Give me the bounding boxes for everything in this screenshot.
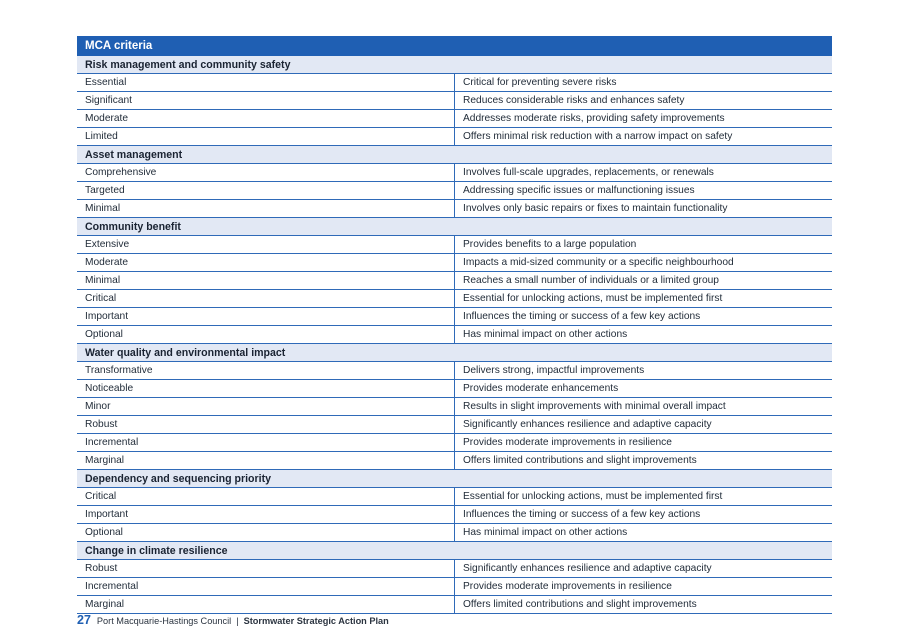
criteria-level: Marginal (77, 596, 455, 614)
criteria-level: Significant (77, 92, 455, 110)
footer-separator: | (236, 616, 239, 626)
table-row (77, 398, 832, 416)
criteria-level: Critical (77, 290, 455, 308)
criteria-level: Optional (77, 524, 455, 542)
table-row (77, 452, 832, 470)
criteria-description: Significantly enhances resilience and adaptive capacity (455, 560, 833, 578)
table-body (77, 56, 832, 614)
criteria-level: Robust (77, 416, 455, 434)
document-title: Stormwater Strategic Action Plan (243, 616, 389, 626)
table-row (77, 578, 832, 596)
criteria-description: Has minimal impact on other actions (455, 524, 833, 542)
table-row (77, 92, 832, 110)
criteria-description: Influences the timing or success of a few key actions (455, 506, 833, 524)
criteria-description: Provides benefits to a large population (455, 236, 833, 254)
criteria-description: Essential for unlocking actions, must be implemented first (455, 290, 833, 308)
table-row (77, 560, 832, 578)
criteria-level: Marginal (77, 452, 455, 470)
section-title: Water quality and environmental impact (77, 344, 832, 362)
criteria-description: Provides moderate improvements in resilience (455, 434, 833, 452)
table-row (77, 74, 832, 92)
table-row (77, 380, 832, 398)
criteria-description: Essential for unlocking actions, must be implemented first (455, 488, 833, 506)
table-row (77, 362, 832, 380)
table-row (77, 596, 832, 614)
criteria-description: Reaches a small number of individuals or a limited group (455, 272, 833, 290)
table-row (77, 416, 832, 434)
table-row (77, 200, 832, 218)
table-row (77, 434, 832, 452)
section-header-row (77, 344, 832, 362)
criteria-description: Involves only basic repairs or fixes to maintain functionality (455, 200, 833, 218)
criteria-level: Critical (77, 488, 455, 506)
criteria-description: Critical for preventing severe risks (455, 74, 833, 92)
criteria-level: Extensive (77, 236, 455, 254)
section-header-row (77, 146, 832, 164)
section-title: Community benefit (77, 218, 832, 236)
section-title: Asset management (77, 146, 832, 164)
section-header-row (77, 470, 832, 488)
table-row (77, 182, 832, 200)
section-header-row (77, 56, 832, 74)
criteria-description: Delivers strong, impactful improvements (455, 362, 833, 380)
table-row (77, 236, 832, 254)
criteria-description: Provides moderate improvements in resilience (455, 578, 833, 596)
table-row (77, 128, 832, 146)
mca-criteria-table (77, 36, 832, 614)
table-row (77, 254, 832, 272)
table-header: MCA criteria (77, 36, 832, 56)
criteria-level: Transformative (77, 362, 455, 380)
table-row (77, 164, 832, 182)
criteria-description: Reduces considerable risks and enhances safety (455, 92, 833, 110)
criteria-level: Moderate (77, 110, 455, 128)
criteria-description: Influences the timing or success of a few key actions (455, 308, 833, 326)
criteria-description: Addresses moderate risks, providing safety improvements (455, 110, 833, 128)
criteria-description: Impacts a mid-sized community or a specific neighbourhood (455, 254, 833, 272)
criteria-level: Moderate (77, 254, 455, 272)
criteria-level: Robust (77, 560, 455, 578)
section-header-row (77, 542, 832, 560)
criteria-description: Involves full-scale upgrades, replacements, or renewals (455, 164, 833, 182)
table-row (77, 290, 832, 308)
section-title: Change in climate resilience (77, 542, 832, 560)
table-row (77, 524, 832, 542)
criteria-level: Important (77, 308, 455, 326)
section-header-row (77, 218, 832, 236)
criteria-level: Essential (77, 74, 455, 92)
criteria-level: Minor (77, 398, 455, 416)
table-row (77, 326, 832, 344)
organisation-name: Port Macquarie-Hastings Council (96, 616, 232, 626)
criteria-level: Important (77, 506, 455, 524)
criteria-description: Provides moderate enhancements (455, 380, 833, 398)
criteria-description: Has minimal impact on other actions (455, 326, 833, 344)
criteria-level: Noticeable (77, 380, 455, 398)
criteria-level: Incremental (77, 578, 455, 596)
criteria-description: Significantly enhances resilience and adaptive capacity (455, 416, 833, 434)
criteria-level: Incremental (77, 434, 455, 452)
page-number: 27 (77, 613, 91, 627)
criteria-level: Optional (77, 326, 455, 344)
table-header-row (77, 36, 832, 56)
criteria-description: Offers limited contributions and slight improvements (455, 596, 833, 614)
table-row (77, 272, 832, 290)
criteria-level: Comprehensive (77, 164, 455, 182)
criteria-level: Minimal (77, 272, 455, 290)
criteria-level: Minimal (77, 200, 455, 218)
page-footer (77, 613, 389, 627)
table-row (77, 488, 832, 506)
table-row (77, 110, 832, 128)
criteria-description: Offers minimal risk reduction with a narrow impact on safety (455, 128, 833, 146)
table-row (77, 308, 832, 326)
criteria-description: Results in slight improvements with minimal overall impact (455, 398, 833, 416)
criteria-level: Limited (77, 128, 455, 146)
section-title: Dependency and sequencing priority (77, 470, 832, 488)
criteria-description: Offers limited contributions and slight improvements (455, 452, 833, 470)
table-row (77, 506, 832, 524)
criteria-description: Addressing specific issues or malfunctioning issues (455, 182, 833, 200)
section-title: Risk management and community safety (77, 56, 832, 74)
criteria-level: Targeted (77, 182, 455, 200)
